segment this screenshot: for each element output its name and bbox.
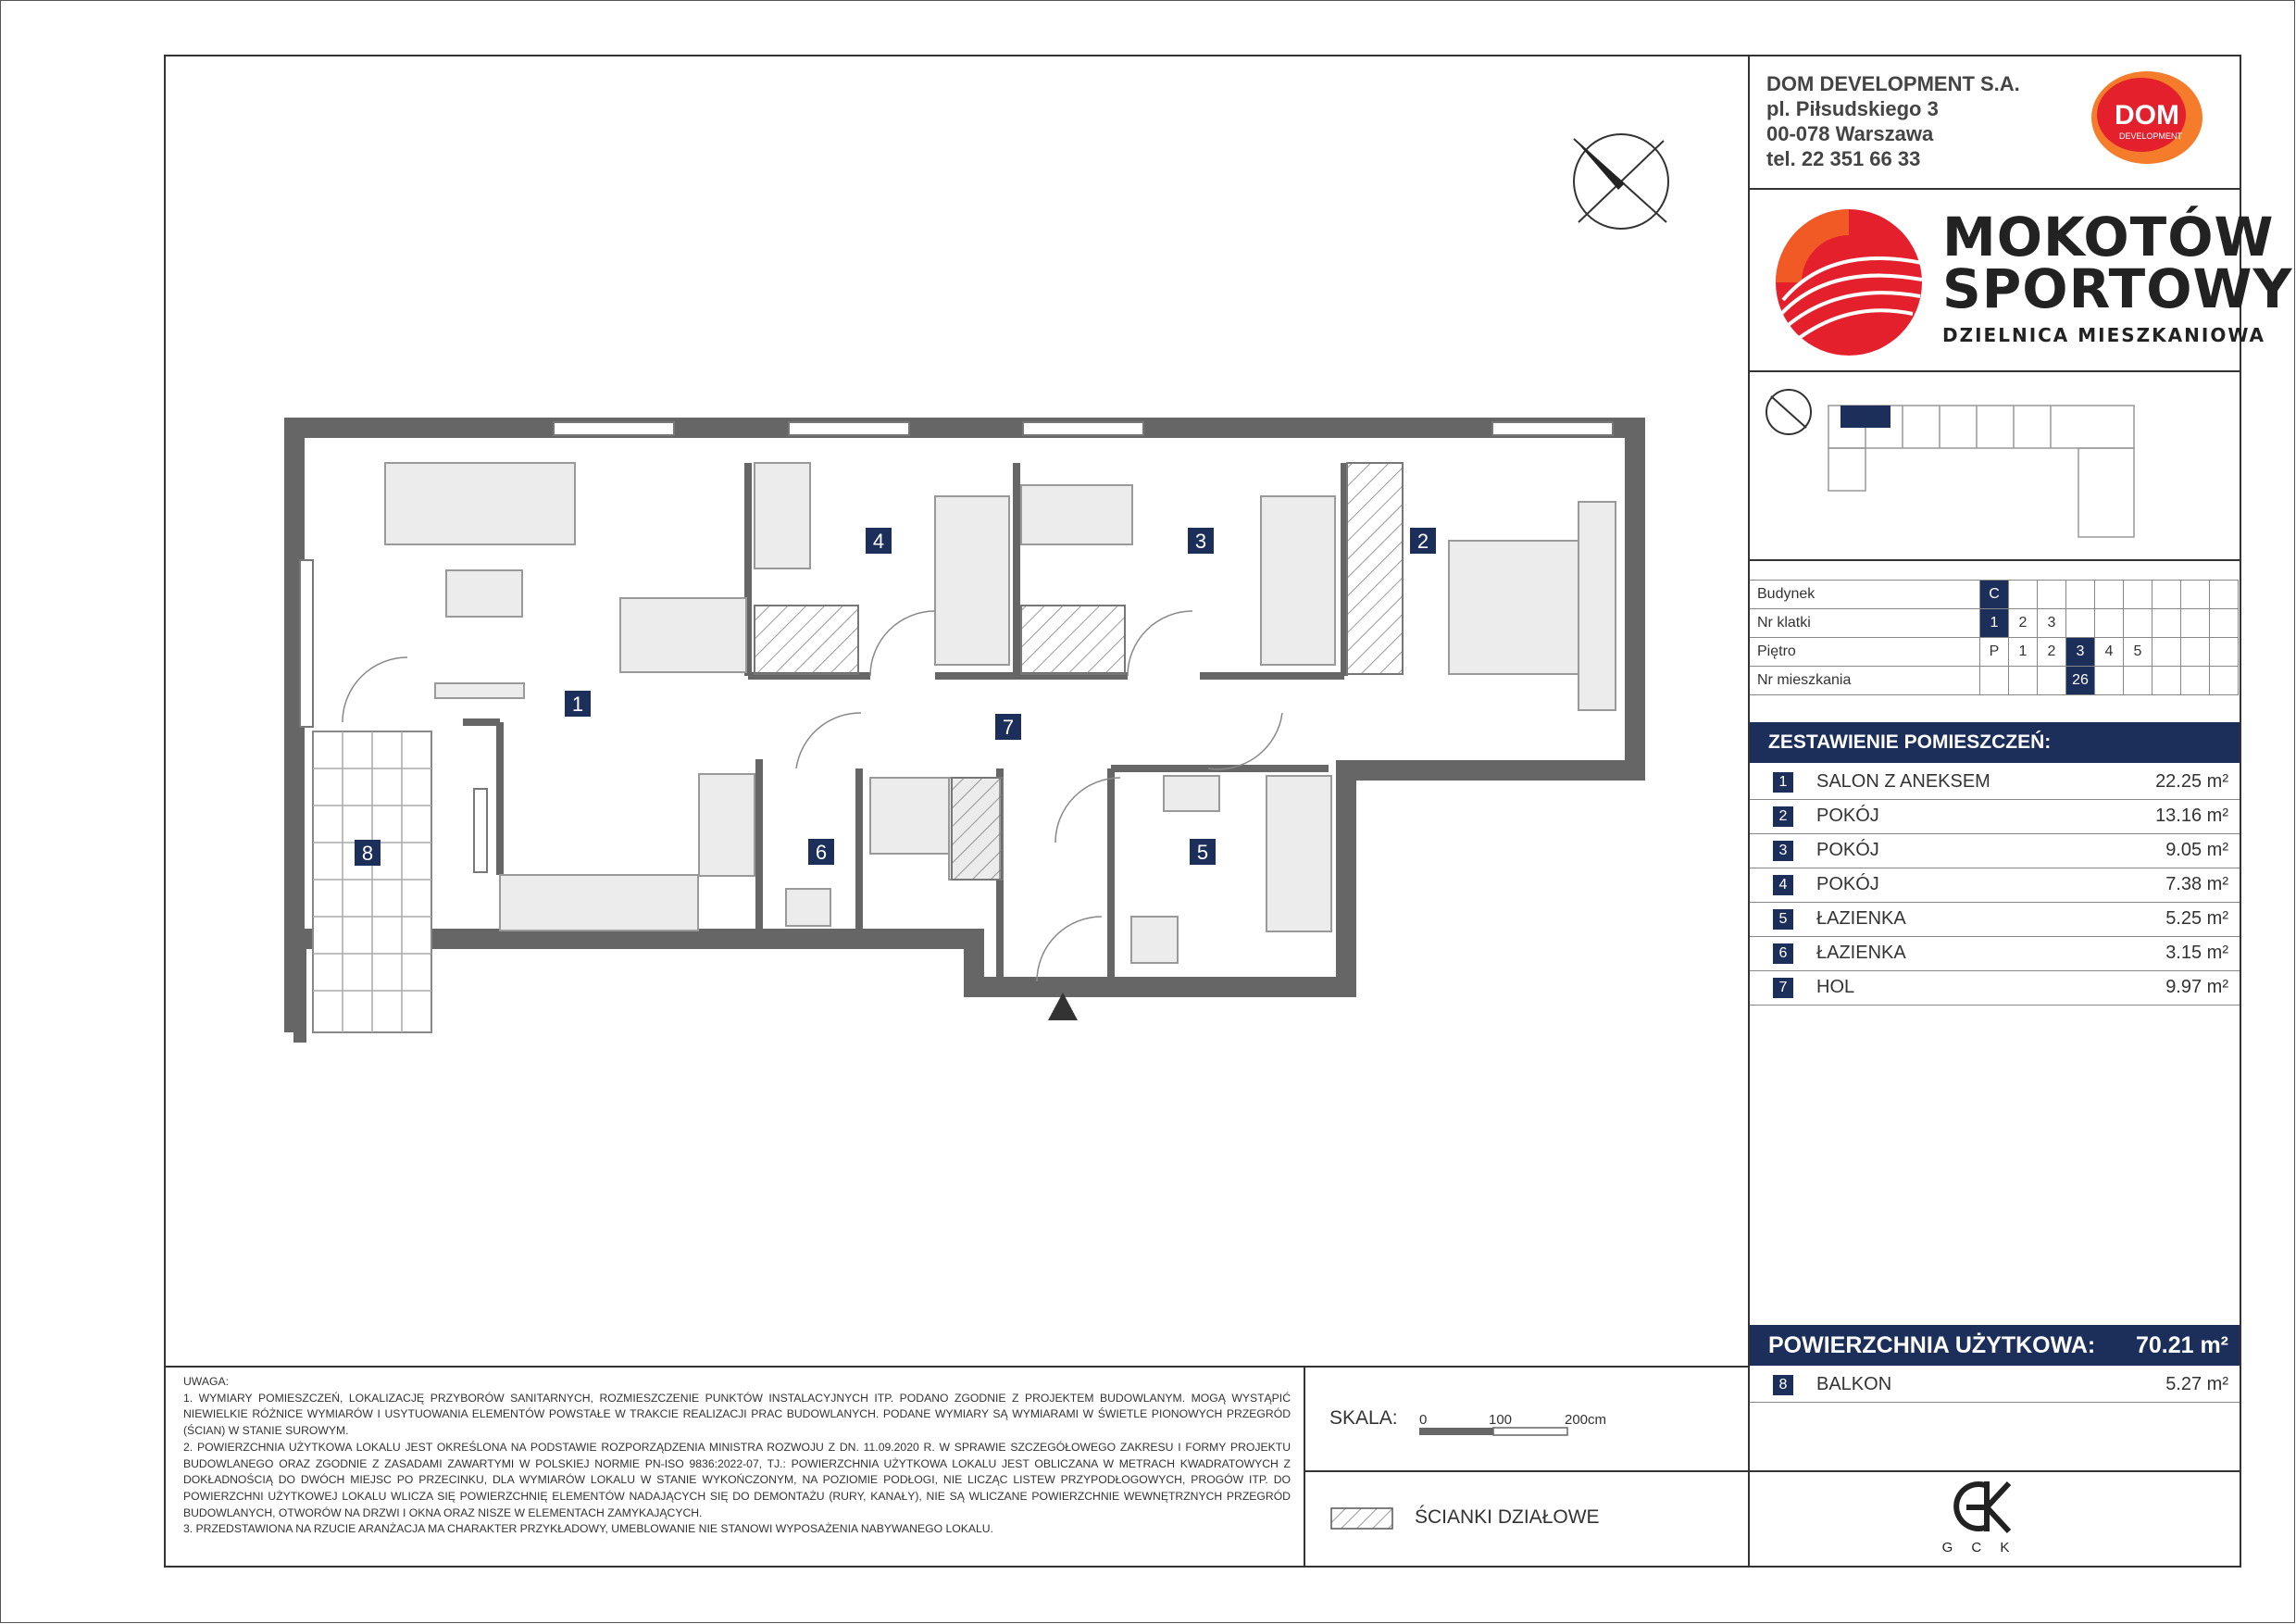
- room-label: 2: [1416, 530, 1429, 553]
- room-row: [1750, 765, 2240, 800]
- room-label: 8: [361, 842, 374, 865]
- divider: [1748, 188, 2241, 190]
- room-number: 3: [1773, 841, 1793, 861]
- room-row: [1750, 936, 2240, 971]
- location-cell: [2210, 638, 2239, 667]
- scale-tick: 200cm: [1565, 1413, 1607, 1428]
- room-name: POKÓJ: [1816, 874, 1879, 894]
- room-label: 3: [1194, 530, 1207, 553]
- total-value: 70.21 m²: [2135, 1332, 2228, 1358]
- location-label: Piętro: [1750, 638, 1980, 667]
- room-number: 1: [1773, 772, 1793, 793]
- company-name: DOM DEVELOPMENT S.A.: [1766, 72, 2020, 95]
- scale-label: SKALA:: [1329, 1407, 1398, 1429]
- scale-bar: [1416, 1413, 1620, 1441]
- location-cell: [2152, 581, 2181, 609]
- location-cell: [2066, 609, 2095, 638]
- room-name: POKÓJ: [1816, 840, 1879, 860]
- location-label: Budynek: [1750, 581, 1980, 609]
- room-label: 5: [1196, 841, 1209, 864]
- location-cell: [2038, 667, 2066, 695]
- dom-development-logo: [2086, 67, 2208, 169]
- room-area: 7.38 m²: [2165, 874, 2228, 894]
- location-row: [1750, 581, 2239, 609]
- location-row: [1750, 638, 2239, 667]
- location-label: Nr klatki: [1750, 609, 1980, 638]
- room-number: 6: [1773, 943, 1793, 964]
- scale-tick: 100: [1489, 1413, 1513, 1428]
- room-area: 3.15 m²: [2165, 943, 2228, 963]
- location-row: [1750, 667, 2239, 695]
- room-name: SALON Z ANEKSEM: [1816, 771, 1990, 792]
- company-city: 00-078 Warszawa: [1766, 122, 1934, 145]
- location-cell: [2210, 581, 2239, 609]
- room-label: 4: [872, 530, 885, 553]
- divider: [1748, 559, 2241, 561]
- room-number: 2: [1773, 806, 1793, 827]
- location-cell: [2124, 667, 2152, 695]
- company-street: pl. Piłsudskiego 3: [1766, 97, 1939, 120]
- location-cell: [2181, 638, 2210, 667]
- location-cell: [2181, 609, 2210, 638]
- location-cell: [2009, 667, 2038, 695]
- location-cell: 26: [2066, 667, 2095, 695]
- room-area: 5.27 m²: [2165, 1374, 2228, 1394]
- room-area: 13.16 m²: [2155, 806, 2228, 826]
- total-label: POWIERZCHNIA UŻYTKOWA:: [1768, 1332, 2096, 1358]
- gck-letters: G C K: [1941, 1540, 2017, 1555]
- partition-legend-label: ŚCIANKI DZIAŁOWE: [1415, 1506, 1600, 1528]
- location-cell: 1: [1980, 609, 2009, 638]
- location-cell: [2066, 581, 2095, 609]
- room-label: 1: [571, 693, 584, 716]
- note-item: 3. PRZEDSTAWIONA NA RZUCIE ARANŻACJA MA CHARAKTER PRZYKŁADOWY, UMEBLOWANIE NIE STANOWI WYPOSAŻENIA NABYWANEGO LOKALU.: [183, 1522, 993, 1536]
- location-label: Nr mieszkania: [1750, 667, 1980, 695]
- gck-logo: [1935, 1472, 2046, 1555]
- location-cell: [2009, 581, 2038, 609]
- brand-title: [1942, 206, 2293, 320]
- rooms-heading: ZESTAWIENIE POMIESZCZEŃ:: [1750, 722, 2240, 763]
- room-area: 5.25 m²: [2165, 908, 2228, 929]
- room-name: POKÓJ: [1816, 806, 1879, 826]
- location-cell: 1: [2009, 638, 2038, 667]
- room-row: [1750, 902, 2240, 937]
- location-cell: 2: [2009, 609, 2038, 638]
- floor-plan: [166, 56, 1747, 1376]
- location-cell: 4: [2095, 638, 2124, 667]
- north-arrow-icon: [1574, 134, 1668, 229]
- location-cell: [2210, 667, 2239, 695]
- dom-logo-text: DOM: [2115, 100, 2179, 131]
- room-name: HOL: [1816, 977, 1855, 997]
- room-number: 4: [1773, 875, 1793, 895]
- room-number: 5: [1773, 909, 1793, 930]
- room-area: 22.25 m²: [2155, 771, 2228, 792]
- note-item: 2. POWIERZCHNIA UŻYTKOWA LOKALU JEST OKREŚLONA NA PODSTAWIE ROZPORZĄDZENIA MINISTRA ROZWOJU Z DN. 11.09.2020 R. W SPRAWIE SZCZEGÓŁOWEGO ZAKRESU I FORMY PROJEKTU BUDOWLANEGO ORAZ ZGODNIE Z ZASADAMI ZAWARTYMI W POLSKIEJ NORMIE PN-ISO 9836:2022-07, TJ.: POWIERZCHNIA UŻYTKOWA LOKALU JEST OBLICZANA W METRACH KWADRATOWYCH Z DOKŁADNOŚCIĄ DO DWÓCH MIEJSC PO PRZECINKU, DLA WYMIARÓW LOKALU W STANIE WYKOŃCZONYM, NA POZIOMIE PODŁOGI, NIE LICZĄC LISTEW PRZYPODŁOGOWYCH, PROGÓW ITP. DO POWIERZCHNI UŻYTKOWEJ LOKALU WLICZA SIĘ POWIERZCHNIĘ ELEMENTÓW NADAJĄCYCH SIĘ DO DEMONTAŻU (RURY, KANAŁY), NIE SĄ WLICZANE POWIERZCHNIE WEWNĘTRZNYCH PRZEGRÓD BUDOWLANYCH, OTWORÓW NA DRZWI I OKNA ORAZ NISZE W ELEMENTACH ZAMYKAJĄCYCH.: [183, 1440, 1291, 1519]
- location-cell: [2124, 581, 2152, 609]
- total-area: [1750, 1325, 2240, 1366]
- dom-logo-subtext: DEVELOPMENT: [2118, 131, 2183, 141]
- partition-legend-icon: [1330, 1507, 1395, 1531]
- room-name: ŁAZIENKA: [1816, 943, 1906, 963]
- room-area: 9.97 m²: [2165, 977, 2228, 997]
- notes-title: UWAGA:: [183, 1375, 229, 1388]
- room-row: [1750, 833, 2240, 868]
- location-cell: 2: [2038, 638, 2066, 667]
- location-cell: [2152, 667, 2181, 695]
- location-cell: 3: [2038, 609, 2066, 638]
- location-cell: C: [1980, 581, 2009, 609]
- location-row: [1750, 609, 2239, 638]
- divider: [1748, 370, 2241, 372]
- location-cell: [2095, 581, 2124, 609]
- room-name: BALKON: [1816, 1374, 1892, 1394]
- room-number: 7: [1773, 978, 1793, 998]
- scale-tick: 0: [1419, 1413, 1428, 1428]
- room-label: 6: [815, 841, 828, 864]
- location-cell: [2152, 638, 2181, 667]
- room-row: [1750, 799, 2240, 834]
- divider: [1304, 1366, 1305, 1568]
- location-cell: [2152, 609, 2181, 638]
- room-row: [1750, 970, 2240, 1006]
- key-plan: [1764, 387, 2227, 544]
- location-cell: [2038, 581, 2066, 609]
- location-cell: P: [1980, 638, 2009, 667]
- location-cell: 5: [2124, 638, 2152, 667]
- location-table: [1750, 580, 2239, 695]
- location-cell: [2095, 667, 2124, 695]
- room-number: 8: [1773, 1375, 1793, 1395]
- location-cell: [1980, 667, 2009, 695]
- room-name: ŁAZIENKA: [1816, 908, 1906, 929]
- location-cell: [2181, 667, 2210, 695]
- mokotow-sportowy-logo-icon: [1774, 207, 1924, 357]
- location-cell: [2181, 581, 2210, 609]
- room-row: [1750, 868, 2240, 903]
- balcony-row: [1750, 1368, 2240, 1403]
- company-phone: tel. 22 351 66 33: [1766, 147, 1921, 170]
- note-item: 1. WYMIARY POMIESZCZEŃ, LOKALIZACJĘ PRZYBORÓW SANITARNYCH, ROZMIESZCZENIE PUNKTÓW INSTALACYJNYCH ITP. PODANO ZGODNIE Z PROJEKTEM BUDOWLANYM. MOGĄ WYSTĄPIĆ NIEWIELKIE RÓŻNICE WYMIARÓW I USYTUOWANIA ELEMENTÓW POWSTAŁE W TRAKCIE REALIZACJI PRAC BUDOWLANYCH. PODANE WYMIARY SĄ WYMIARAMI W ŚWIETLE PIONOWYCH PRZEGRÓD (ŚCIAN) W STANIE SUROWYM.: [183, 1391, 1291, 1438]
- brand-line2: SPORTOWY: [1942, 257, 2293, 320]
- location-cell: [2210, 609, 2239, 638]
- room-area: 9.05 m²: [2165, 840, 2228, 860]
- company-info: [1766, 71, 2020, 171]
- location-cell: 3: [2066, 638, 2095, 667]
- location-cell: [2124, 609, 2152, 638]
- room-label: 7: [1002, 716, 1015, 739]
- location-cell: [2095, 609, 2124, 638]
- divider: [1304, 1470, 2241, 1472]
- brand-line1: MOKOTÓW: [1942, 206, 2275, 269]
- brand-subtitle: DZIELNICA MIESZKANIOWA: [1942, 324, 2265, 346]
- notes: [183, 1374, 1291, 1538]
